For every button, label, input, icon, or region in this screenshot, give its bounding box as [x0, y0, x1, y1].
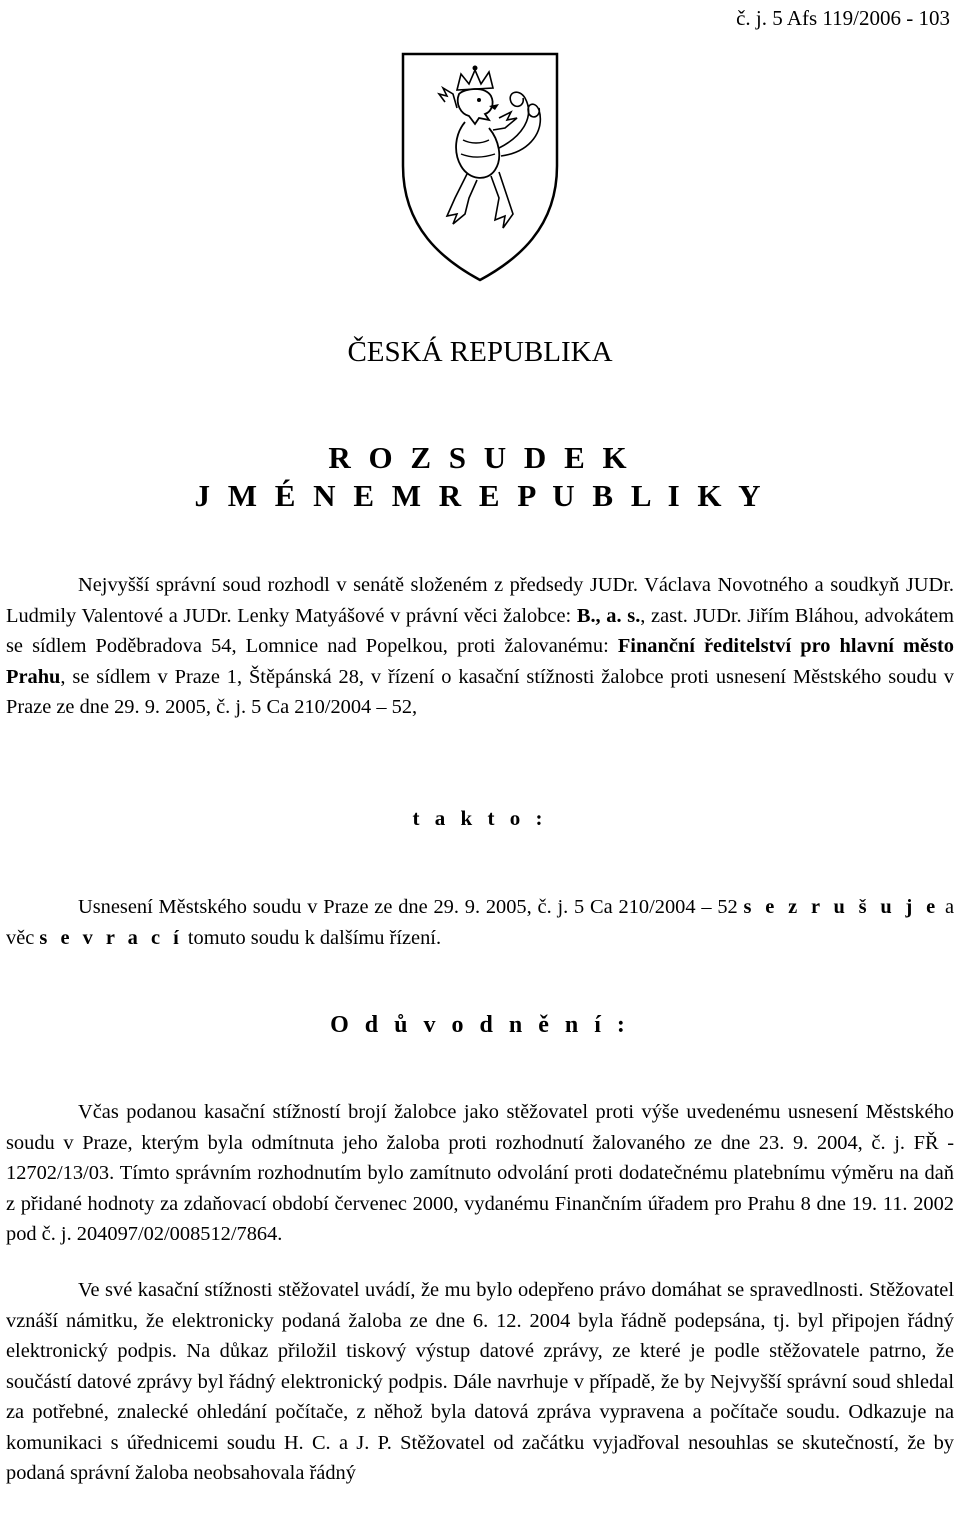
verdict-text-2: a věc [6, 896, 954, 949]
verdict-text-3: tomuto soudu k dalšímu řízení. [182, 926, 442, 949]
takto-heading: t a k t o : [412, 806, 548, 830]
verdict-zrusuje: s e z r u š u j e [743, 896, 940, 918]
verdict-text-1: Usnesení Městského soudu v Praze ze dne 29. 9. 2005, č. j. 5 Ca 210/2004 – 52 [78, 896, 744, 918]
intro-text-3: , se sídlem v Praze 1, Štěpánská 28, v řízení o kasační stížnosti žalobce proti usnesení Městského soudu v Praze ze dne 29. 9. 2005, č. j. 5 Ca 210/2004 – 52, [6, 665, 954, 718]
intro-text-1: Nejvyšší správní soud rozhodl v senátě složeném z předsedy JUDr. Václava Novotného a soudkyň JUDr. Ludmily Valentové a JUDr. Lenky Matyášové v právní věci žalobce: [6, 574, 954, 627]
verdict-vraci: s e v r a c í [39, 926, 183, 949]
case-reference: č. j. 5 Afs 119/2006 - 103 [736, 6, 950, 30]
plaintiff-name: B., a. s. [576, 604, 641, 627]
country-name: ČESKÁ REPUBLIKA [347, 336, 613, 368]
defendant-name: Finanční ředitelství pro hlavní město Prahu [6, 635, 955, 688]
coat-of-arms-emblem [399, 48, 561, 284]
verdict-paragraph [6, 892, 954, 953]
reasoning-heading: O d ů v o d n ě n í : [330, 1012, 630, 1038]
intro-paragraph [6, 570, 954, 723]
reasoning-paragraph-2: Ve své kasační stížnosti stěžovatel uvádí, že mu bylo odepřeno právo domáhat se spravedlnosti. Stěžovatel vznáší námitku, že elektronicky podaná žaloba ze dne 6. 12. 2004 byla řádně podepsána, tj. byl připojen řádný elektronický podpis. Na důkaz přiložil tiskový výstup datové zprávy, ze které je podle stěžovatele patrno, že součástí datové zprávy byl řádný elektronický podpis. Dále navrhuje v případě, že by Nejvyšší správní soud shledal za potřebné, znalecké ohledání počítače, z něhož byla datová zpráva vypravena a počítače soudu. Odkazuje na komunikaci s úřednicemi soudu H. C. a J. P. Stěžovatel od začátku vyjadřoval nesouhlas se skutečností, že by podaná správní žaloba neobsahovala řádný [6, 1279, 954, 1484]
reasoning-paragraph-1: Včas podanou kasační stížností brojí žalobce jako stěžovatel proti výše uvedenému usnesení Městského soudu v Praze, kterým byla odmítnuta jeho žaloba proti rozhodnutí žalovaného ze dne 23. 9. 2004, č. j. FŘ - 12702/13/03. Tímto správním rozhodnutím bylo zamítnuto odvolání proti dodatečnému platebnímu výměru na daň z přidané hodnoty za zdaňovací období červenec 2000, vydanému Finančním úřadem pro Prahu 8 dne 19. 11. 2002 pod č. j. 204097/02/008512/7864. [6, 1101, 954, 1245]
document-title: R O Z S U D E K [328, 440, 632, 475]
intro-text-2: , zast. JUDr. Jiřím Bláhou, advokátem se sídlem Poděbradova 54, Lomnice nad Popelkou, proti žalovanému: [6, 604, 954, 657]
document-subtitle: J M É N E M R E P U B L I K Y [194, 478, 766, 513]
